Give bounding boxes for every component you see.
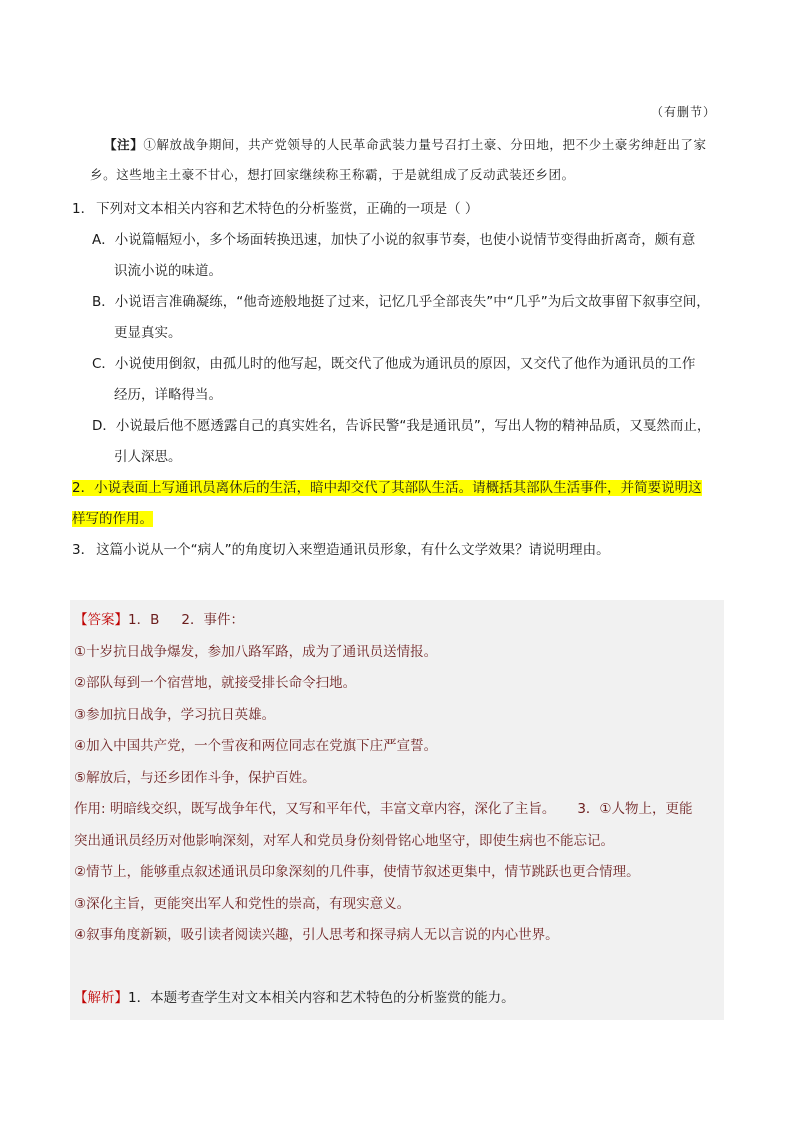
question-2-number: 2． [72,480,95,496]
option-a-line2: 识流小说的味道。 [114,263,222,279]
analysis-tag: 【解析】 [74,990,128,1006]
question-3-text: 这篇小说从一个“病人”的角度切入来塑造通讯员形象，有什么文学效果？请说明理由。 [96,542,610,558]
effect-text: 作用: 明暗线交织，既写战争年代，又写和平年代，丰富文章内容，深化了主旨。 [74,801,556,817]
annotation-tag: 【注】 [104,137,144,152]
event-item: ⑤解放后，与还乡团作斗争，保护百姓。 [74,769,316,786]
option-c-line1: C．小说使用倒叙，由孤儿时的他写起，既交代了他成为通讯员的原因，又交代了他作为通讯员的工作 [92,356,696,372]
option-d-line1: D．小说最后他不愿透露自己的真实姓名，告诉民警“我是通讯员”，写出人物的精神品质，又戛然而止， [92,418,711,434]
event-item: ④加入中国共产党，一个雪夜和两位同志在党旗下庄严宣誓。 [74,738,438,754]
option-b [72,287,732,349]
answer-header [74,605,720,637]
question-2-line1: 小说表面上写通讯员离休后的生活，暗中却交代了其部队生活。请概括其部队生活事件，并简要说明这 [94,480,702,496]
question-1 [72,194,732,225]
option-a-line1: A．小说篇幅短小，多个场面转换迅速，加快了小说的叙事节奏，也使小说情节变得曲折离奇，颇有意 [92,232,696,248]
question-1-number: 1． [72,201,95,217]
answer-1: 1．B [128,612,160,628]
question-3-number: 3． [72,542,95,558]
option-d [72,411,732,473]
answer-2-head: 2．事件： [181,612,244,628]
annotation-note [90,130,725,190]
event-item: ①十岁抗日战争爆发，参加八路军路，成为了通讯员送情报。 [74,643,438,660]
answer-3-point: ③深化主旨，更能突出军人和党性的崇高，有现实意义。 [74,895,411,912]
question-1-stem: 下列对文本相关内容和艺术特色的分析鉴赏，正确的一项是（ ） [96,201,479,217]
effect-line [74,794,720,826]
option-c [72,349,732,411]
event-item: ③参加抗日战争，学习抗日英雄。 [74,706,276,723]
answer-3-point: ④叙事角度新颖，吸引读者阅读兴趣，引人思考和探寻病人无以言说的内心世界。 [74,927,559,943]
question-2 [72,473,732,535]
option-d-line2: 引人深思。 [114,449,182,465]
option-b-line1: B．小说语言准确凝练，“他奇迹般地挺了过来，记忆几乎全部丧失”中“几乎”为后文故事留下叙事空间， [92,294,710,310]
event-item: ②部队每到一个宿营地，就接受排长命令扫地。 [74,675,357,691]
option-a [72,225,732,287]
answer-panel [70,600,724,1020]
question-2-line2: 样写的作用。 [72,511,153,527]
analysis-text: 1．本题考查学生对文本相关内容和艺术特色的分析鉴赏的能力。 [128,990,515,1006]
answer-3-point: ②情节上，能够重点叙述通讯员印象深刻的几件事，使情节叙述更集中，情节跳跃也更合情理。 [74,864,640,880]
option-c-line2: 经历，详略得当。 [114,387,222,403]
answer-3-head: 3．①人物上，更能 [577,801,693,817]
answer-content [74,605,720,952]
answer-tag: 【答案】 [74,612,128,628]
source-note: （有删节） [650,105,716,119]
answer-3-continuation: 突出通讯员经历对他影响深刻，对军人和党员身份刻骨铭心地坚守，即使生病也不能忘记。 [74,832,614,849]
analysis-line [74,986,515,1006]
option-b-line2: 更显真实。 [114,325,182,341]
question-3 [72,535,732,566]
annotation-text: ①解放战争期间，共产党领导的人民革命武装力量号召打土豪、分田地，把不少土豪劣绅赶出了家乡。这些地主土豪不甘心，想打回家继续称王称霸，于是就组成了反动武装还乡团。 [90,137,707,182]
questions-section [72,194,732,566]
